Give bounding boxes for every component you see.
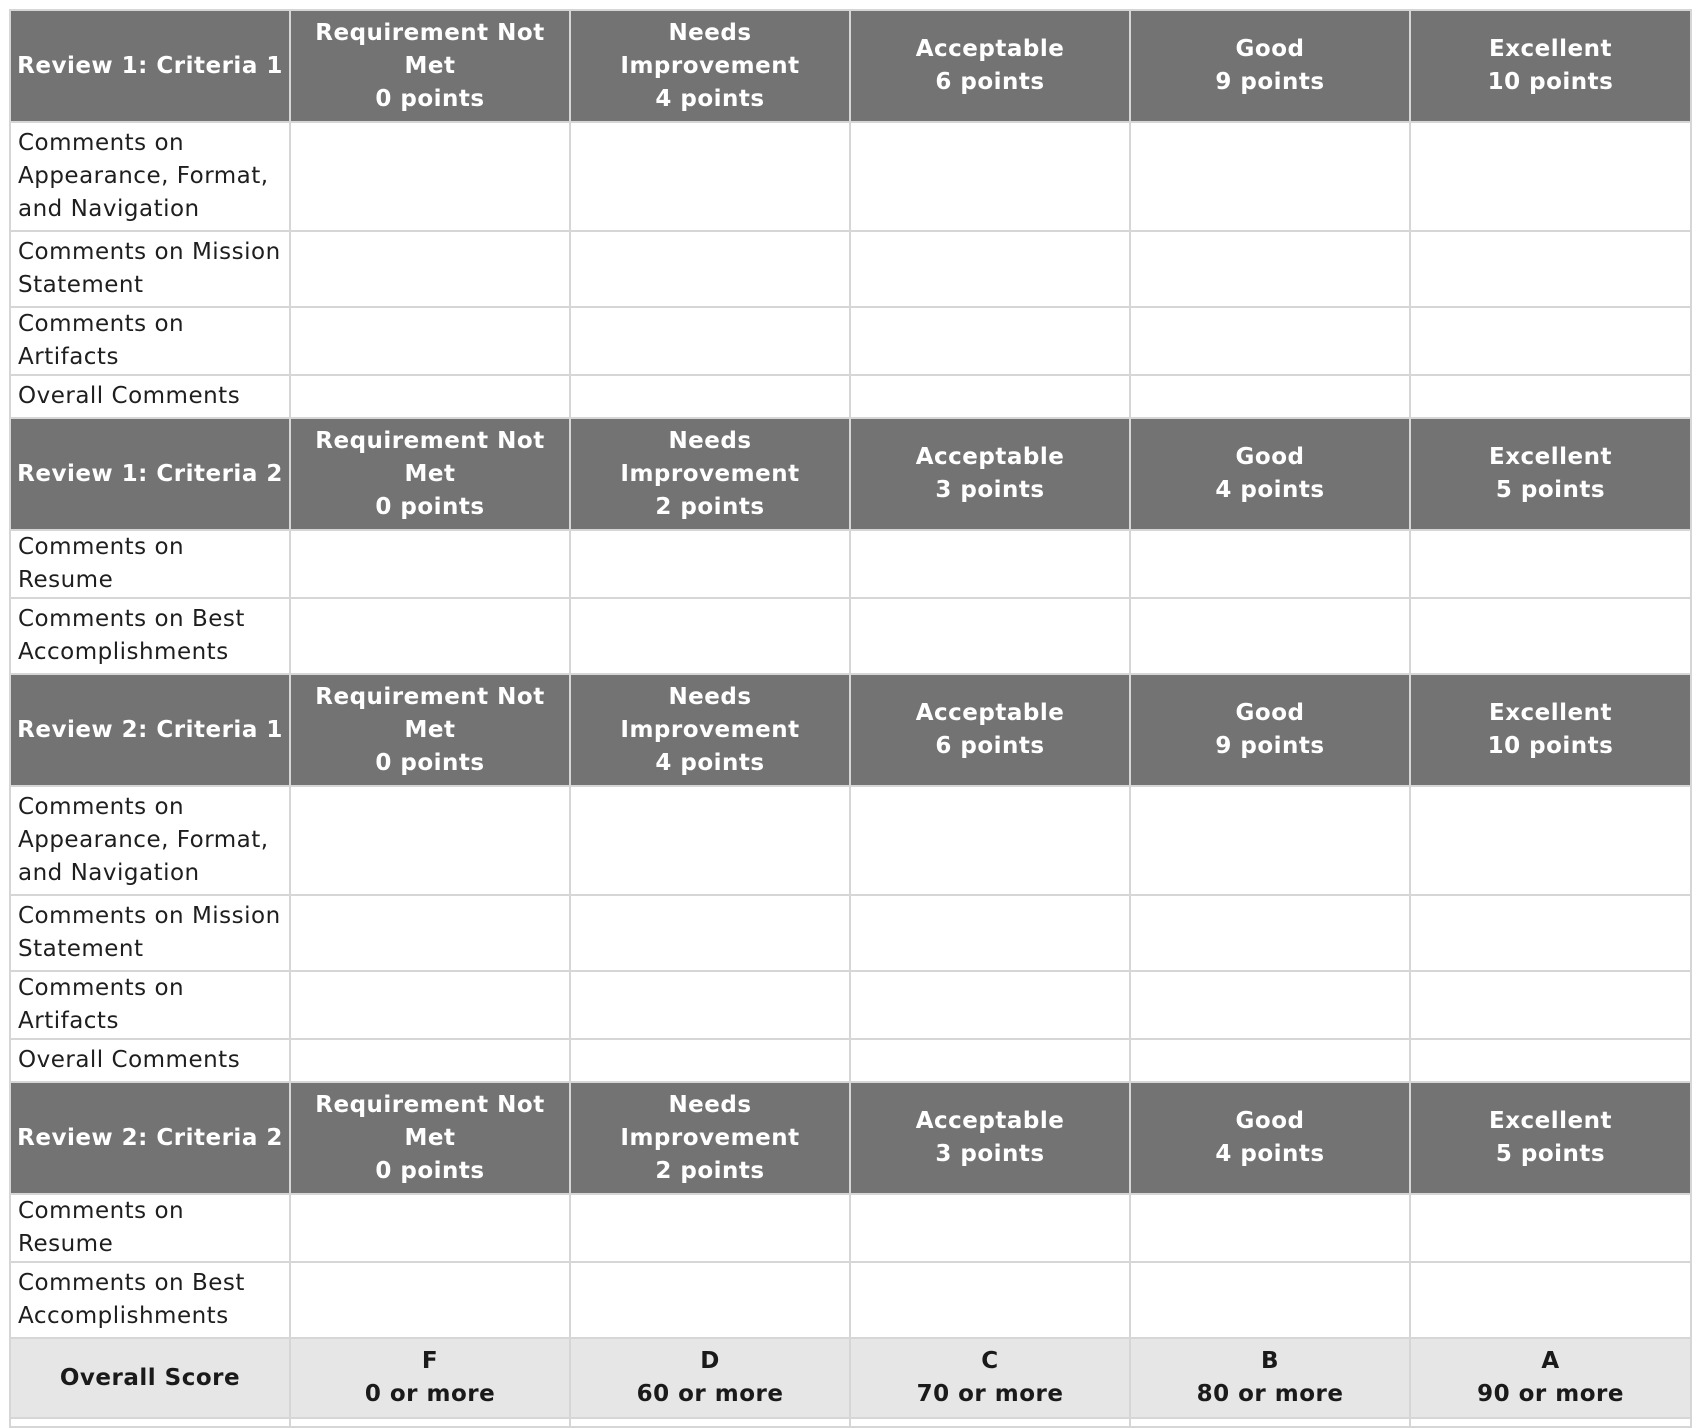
grade-threshold: 60 or more <box>636 1381 784 1407</box>
rating-level-points: 3 points <box>935 477 1045 503</box>
rating-level-label: Excellent <box>1488 1108 1612 1134</box>
rating-level-header <box>850 10 1130 122</box>
rating-level-points: 10 points <box>1487 733 1614 759</box>
rating-cell[interactable] <box>570 1039 850 1082</box>
rating-level-points: 10 points <box>1487 69 1614 95</box>
comment-row-label <box>10 122 290 231</box>
comment-row-label-line: Accomplishments <box>18 1303 229 1329</box>
rating-cell[interactable] <box>1130 971 1410 1039</box>
grade-letter: F <box>421 1348 439 1374</box>
grade-threshold: 0 or more <box>364 1381 496 1407</box>
rating-cell[interactable] <box>290 895 570 971</box>
comment-row <box>10 231 1691 307</box>
rating-level-points: 3 points <box>935 1141 1045 1167</box>
rating-cell[interactable] <box>570 307 850 375</box>
rating-cell[interactable] <box>850 530 1130 598</box>
criteria-title-text: Review 2: Criteria 2 <box>17 1124 283 1151</box>
comment-row-label-line: Appearance, Format, <box>18 827 269 853</box>
rating-level-label: Needs Improvement <box>620 683 800 743</box>
table-footer-row <box>10 1418 1691 1427</box>
footer-cell <box>1130 1418 1410 1427</box>
rating-cell[interactable] <box>570 122 850 231</box>
rubric-body <box>10 10 1691 1427</box>
overall-score-label <box>10 1338 290 1418</box>
comment-row <box>10 598 1691 674</box>
comment-row-label <box>10 598 290 674</box>
rating-level-label: Good <box>1235 36 1305 62</box>
rating-cell[interactable] <box>570 375 850 418</box>
footer-cell <box>10 1418 290 1427</box>
rating-cell[interactable] <box>290 375 570 418</box>
comment-row <box>10 530 1691 598</box>
rating-cell[interactable] <box>570 895 850 971</box>
rating-cell[interactable] <box>850 895 1130 971</box>
rating-level-points: 6 points <box>935 69 1045 95</box>
grade-threshold: 70 or more <box>916 1381 1064 1407</box>
grade-cell <box>1130 1338 1410 1418</box>
rating-level-points: 0 points <box>375 1157 485 1184</box>
rating-level-points: 4 points <box>1215 477 1325 503</box>
rating-cell[interactable] <box>850 786 1130 895</box>
rating-level-label: Excellent <box>1488 700 1612 726</box>
rating-level-points: 4 points <box>1215 1141 1325 1167</box>
rating-level-points: 0 points <box>375 493 485 520</box>
rating-level-label: Met <box>404 1124 456 1151</box>
comment-row-label <box>10 1194 290 1262</box>
rating-cell[interactable] <box>850 971 1130 1039</box>
rating-cell[interactable] <box>1410 231 1691 307</box>
rating-level-points: 5 points <box>1495 477 1606 503</box>
rating-level-points: 4 points <box>655 749 765 776</box>
comment-row-label <box>10 971 290 1039</box>
grade-letter: D <box>700 1348 720 1374</box>
rating-cell[interactable] <box>850 375 1130 418</box>
comment-row-label-line: Accomplishments <box>18 639 229 665</box>
comment-row <box>10 1262 1691 1338</box>
rating-level-label: Met <box>404 52 456 79</box>
rating-cell[interactable] <box>1410 307 1691 375</box>
comment-row-label-line: and Navigation <box>18 860 200 886</box>
rating-cell[interactable] <box>290 231 570 307</box>
rating-cell[interactable] <box>570 1262 850 1338</box>
rating-level-points: 2 points <box>655 1157 765 1184</box>
rating-cell[interactable] <box>1130 122 1410 231</box>
comment-row-label <box>10 786 290 895</box>
rating-level-header <box>1130 1082 1410 1194</box>
rating-cell[interactable] <box>1410 1194 1691 1262</box>
criteria-header-row <box>10 674 1691 786</box>
grade-letter: A <box>1541 1348 1560 1374</box>
rating-level-label: Acceptable <box>915 1108 1065 1134</box>
comment-row <box>10 307 1691 375</box>
comment-row <box>10 1194 1691 1262</box>
rating-cell[interactable] <box>850 1039 1130 1082</box>
rating-level-label: Excellent <box>1488 36 1612 62</box>
comment-row-label-line: Statement <box>18 936 144 962</box>
rating-level-header <box>850 674 1130 786</box>
rating-cell[interactable] <box>1130 1194 1410 1262</box>
rating-level-header <box>290 10 570 122</box>
comment-row-label-line: Comments on Resume <box>18 534 185 593</box>
rating-level-header <box>1410 1082 1691 1194</box>
comment-row-label <box>10 1039 290 1082</box>
rating-level-label: Needs Improvement <box>620 19 800 79</box>
rating-cell[interactable] <box>1410 598 1691 674</box>
rating-level-header <box>570 1082 850 1194</box>
grade-threshold: 90 or more <box>1477 1381 1624 1407</box>
rating-cell[interactable] <box>850 1194 1130 1262</box>
rating-level-label: Requirement Not <box>315 683 545 710</box>
footer-cell <box>1410 1418 1691 1427</box>
rating-level-points: 9 points <box>1215 733 1325 759</box>
grade-letter: C <box>981 1348 999 1374</box>
rating-level-points: 9 points <box>1215 69 1325 95</box>
criteria-title <box>10 674 290 786</box>
rating-level-header <box>1130 418 1410 530</box>
rating-level-header <box>850 418 1130 530</box>
rating-cell[interactable] <box>290 530 570 598</box>
footer-cell <box>570 1418 850 1427</box>
rating-level-label: Met <box>404 460 456 487</box>
rating-level-label: Good <box>1235 444 1305 470</box>
rating-level-points: 0 points <box>375 85 485 112</box>
rating-cell[interactable] <box>1130 786 1410 895</box>
rating-cell[interactable] <box>290 971 570 1039</box>
rating-cell[interactable] <box>1130 598 1410 674</box>
comment-row-label <box>10 895 290 971</box>
rating-cell[interactable] <box>290 1194 570 1262</box>
rating-level-label: Requirement Not <box>315 19 545 46</box>
criteria-title <box>10 1082 290 1194</box>
rubric-table <box>9 9 1692 1428</box>
comment-row-label <box>10 1262 290 1338</box>
rating-cell[interactable] <box>1410 1039 1691 1082</box>
grade-cell <box>1410 1338 1691 1418</box>
rating-cell[interactable] <box>1410 122 1691 231</box>
rating-cell[interactable] <box>570 530 850 598</box>
rating-level-label: Acceptable <box>915 36 1065 62</box>
rating-level-header <box>570 10 850 122</box>
rating-cell[interactable] <box>570 598 850 674</box>
criteria-header-row <box>10 10 1691 122</box>
rating-level-points: 2 points <box>655 493 765 520</box>
comment-row <box>10 971 1691 1039</box>
comment-row <box>10 1039 1691 1082</box>
rating-level-label: Needs Improvement <box>620 1091 800 1151</box>
rating-level-header <box>1410 674 1691 786</box>
criteria-header-row <box>10 1082 1691 1194</box>
rating-cell[interactable] <box>290 122 570 231</box>
comment-row-label-line: Comments on Mission <box>18 239 281 265</box>
rating-level-header <box>1130 674 1410 786</box>
rating-cell[interactable] <box>1130 231 1410 307</box>
criteria-title-text: Review 2: Criteria 1 <box>17 716 283 743</box>
rating-cell[interactable] <box>850 122 1130 231</box>
rating-level-label: Good <box>1235 700 1305 726</box>
rating-cell[interactable] <box>1130 375 1410 418</box>
rating-cell[interactable] <box>1130 1262 1410 1338</box>
rating-cell[interactable] <box>1410 971 1691 1039</box>
rating-level-points: 0 points <box>375 749 485 776</box>
footer-cell <box>290 1418 570 1427</box>
comment-row-label-line: Overall Comments <box>18 383 241 409</box>
comment-row <box>10 375 1691 418</box>
rating-cell[interactable] <box>1130 530 1410 598</box>
rating-cell[interactable] <box>290 1039 570 1082</box>
comment-row-label-line: Comments on Artifacts <box>18 975 185 1034</box>
criteria-title <box>10 10 290 122</box>
comment-row-label <box>10 231 290 307</box>
criteria-title-text: Review 1: Criteria 2 <box>17 460 283 487</box>
comment-row-label-line: Statement <box>18 272 144 298</box>
rating-cell[interactable] <box>290 786 570 895</box>
comment-row-label-line: Comments on <box>18 130 185 156</box>
rating-cell[interactable] <box>850 598 1130 674</box>
comment-row <box>10 895 1691 971</box>
comment-row-label-line: Comments on Mission <box>18 903 281 929</box>
rating-level-label: Needs Improvement <box>620 427 800 487</box>
comment-row-label-line: and Navigation <box>18 196 200 222</box>
rating-cell[interactable] <box>1130 895 1410 971</box>
comment-row <box>10 122 1691 231</box>
rating-level-label: Requirement Not <box>315 1091 545 1118</box>
criteria-title <box>10 418 290 530</box>
grade-cell <box>850 1338 1130 1418</box>
comment-row-label-line: Comments on <box>18 794 185 820</box>
criteria-header-row <box>10 418 1691 530</box>
rating-level-header <box>570 674 850 786</box>
comment-row-label-line: Overall Comments <box>18 1047 241 1073</box>
rating-cell[interactable] <box>1410 786 1691 895</box>
rating-level-header <box>1410 418 1691 530</box>
rating-cell[interactable] <box>290 598 570 674</box>
comment-row-label-line: Comments on Resume <box>18 1198 185 1257</box>
comment-row-label-line: Comments on Artifacts <box>18 311 185 370</box>
rating-level-header <box>290 418 570 530</box>
rating-cell[interactable] <box>1410 1262 1691 1338</box>
rating-cell[interactable] <box>1130 307 1410 375</box>
rating-cell[interactable] <box>290 1262 570 1338</box>
rating-cell[interactable] <box>570 971 850 1039</box>
rating-level-header <box>570 418 850 530</box>
comment-row-label-line: Appearance, Format, <box>18 163 269 189</box>
rating-level-points: 4 points <box>655 85 765 112</box>
comment-row-label <box>10 375 290 418</box>
overall-score-row <box>10 1338 1691 1418</box>
rating-level-points: 6 points <box>935 733 1045 759</box>
rating-level-label: Acceptable <box>915 700 1065 726</box>
comment-row-label <box>10 530 290 598</box>
rating-level-header <box>290 1082 570 1194</box>
rating-cell[interactable] <box>1130 1039 1410 1082</box>
rating-cell[interactable] <box>850 231 1130 307</box>
rating-cell[interactable] <box>570 1194 850 1262</box>
rating-cell[interactable] <box>1410 530 1691 598</box>
footer-cell <box>850 1418 1130 1427</box>
rating-level-header <box>290 674 570 786</box>
comment-row-label <box>10 307 290 375</box>
comment-row-label-line: Comments on Best <box>18 606 245 632</box>
grade-letter: B <box>1260 1348 1280 1374</box>
rating-level-label: Met <box>404 716 456 743</box>
rating-cell[interactable] <box>1410 895 1691 971</box>
grade-cell <box>290 1338 570 1418</box>
rating-level-header <box>850 1082 1130 1194</box>
overall-score-label-text: Overall Score <box>59 1364 241 1391</box>
rating-level-header <box>1130 10 1410 122</box>
rating-level-points: 5 points <box>1495 1141 1606 1167</box>
rating-cell[interactable] <box>570 231 850 307</box>
grade-cell <box>570 1338 850 1418</box>
rating-level-label: Requirement Not <box>315 427 545 454</box>
rating-level-label: Excellent <box>1488 444 1612 470</box>
rating-cell[interactable] <box>290 307 570 375</box>
rating-cell[interactable] <box>570 786 850 895</box>
rating-level-header <box>1410 10 1691 122</box>
grade-threshold: 80 or more <box>1196 1381 1344 1407</box>
comment-row <box>10 786 1691 895</box>
comment-row-label-line: Comments on Best <box>18 1270 245 1296</box>
rating-cell[interactable] <box>1410 375 1691 418</box>
rating-cell[interactable] <box>850 307 1130 375</box>
criteria-title-text: Review 1: Criteria 1 <box>17 52 283 79</box>
rating-cell[interactable] <box>850 1262 1130 1338</box>
rating-level-label: Good <box>1235 1108 1305 1134</box>
rating-level-label: Acceptable <box>915 444 1065 470</box>
